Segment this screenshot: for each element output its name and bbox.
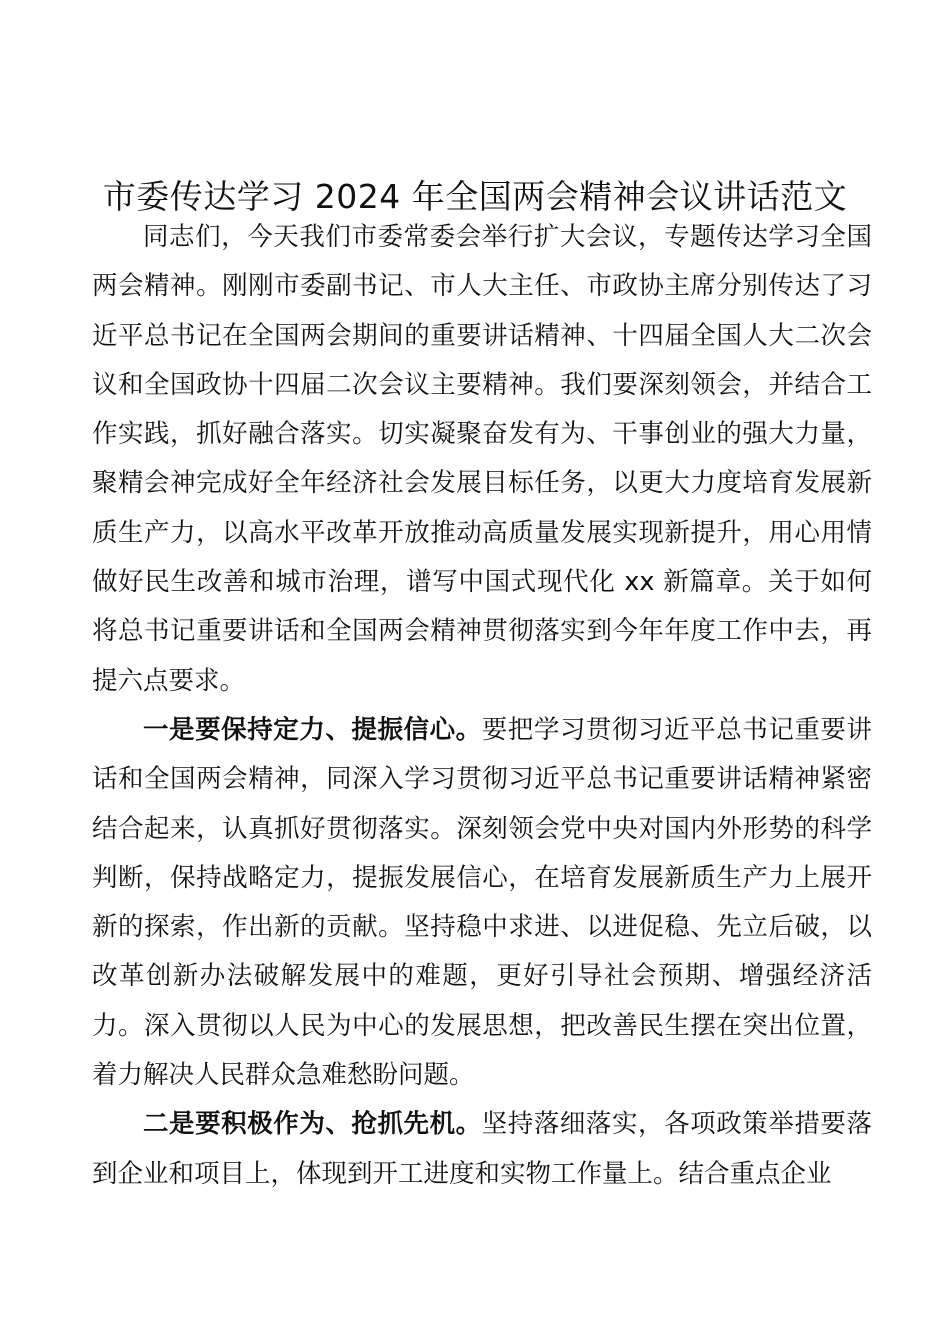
paragraph-text: 要把学习贯彻习近平总书记重要讲话和全国两会精神，同深入学习贯彻习近平总书记重要讲话精神紧密结合起来，认真抓好贯彻落实。深刻领会党中央对国内外形势的科学判断，保持战略定力，提振发展信心，在培育发展新质生产力上展开新的探索，作出新的贡献。坚持稳中求进、以进促稳、先立后破，以改革创新办法破解发展中的难题，更好引导社会预期、增强经济活力。深入贯彻以人民为中心的发展思想，把改善民生摆在突出位置，着力解决人民群众急难愁盼问题。	[92, 714, 872, 1091]
paragraph-point-2	[92, 1100, 872, 1199]
paragraph-text: 坚持落细落实，各项政策举措要落到企业和项目上，体现到开工进度和实物工作量上。结合重点企业	[92, 1109, 872, 1189]
paragraph-point-1	[92, 706, 872, 1100]
paragraph-text: 同志们，今天我们市委常委会举行扩大会议，专题传达学习全国两会精神。刚刚市委副书记、市人大主任、市政协主席分别传达了习近平总书记在全国两会期间的重要讲话精神、十四届全国人大二次会议和全国政协十四届二次会议主要精神。我们要深刻领会，并结合工作实践，抓好融合落实。切实凝聚奋发有为、干事创业的强大力量，聚精会神完成好全年经济社会发展目标任务，以更大力度培育发展新质生产力，以高水平改革开放推动高质量发展实现新提升，用心用情做好民生改善和城市治理，谱写中国式现代化 xx 新篇章。关于如何将总书记重要讲话和全国两会精神贯彻落实到今年年度工作中去，再提六点要求。	[92, 222, 872, 696]
document-body	[92, 213, 872, 1199]
paragraph-lead: 二是要积极作为、抢抓先机。	[143, 1109, 482, 1140]
document-title: 市委传达学习 2024 年全国两会精神会议讲话范文	[102, 177, 848, 216]
paragraph-intro	[92, 213, 872, 706]
paragraph-lead: 一是要保持定力、提振信心。	[143, 714, 482, 745]
